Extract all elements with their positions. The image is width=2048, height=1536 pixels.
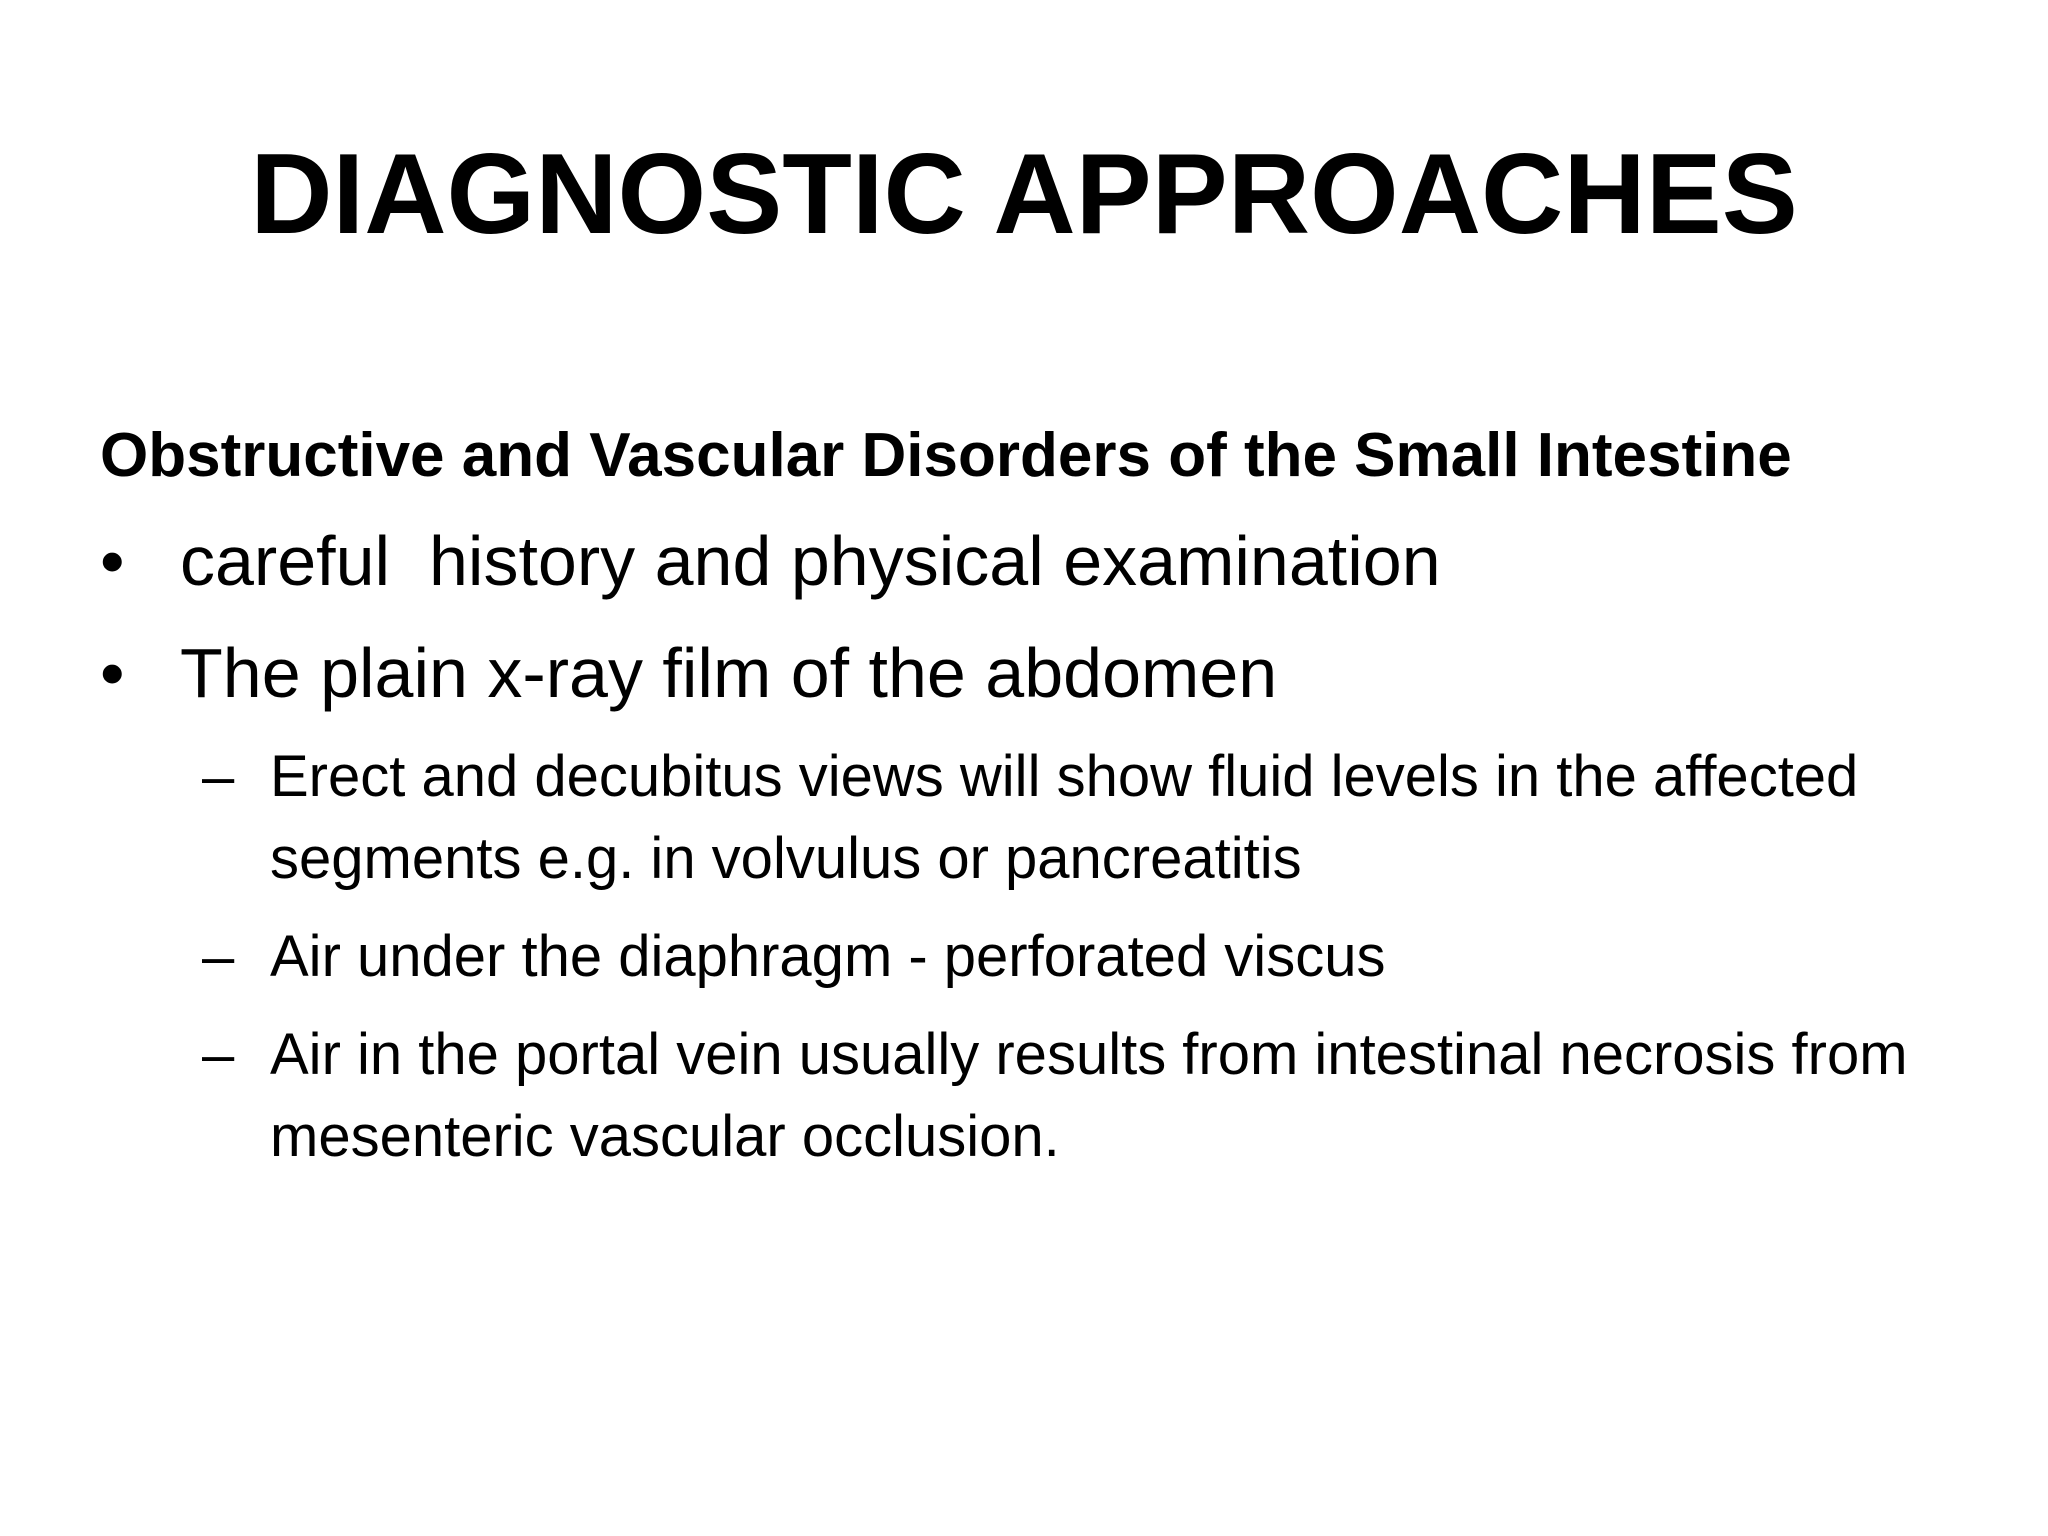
bullet-marker: • (100, 634, 125, 712)
sub-bullet-text: Air in the portal vein usually results from intestinal necrosis from mesenteric vascular occlusion. (270, 1022, 1908, 1169)
sub-bullet-item (100, 916, 1940, 998)
bullet-item (100, 512, 1940, 610)
sub-bullet-list (100, 736, 1940, 1178)
sub-bullet-item (100, 736, 1940, 900)
sub-bullet-text: Air under the diaphragm - perforated viscus (270, 924, 1386, 989)
dash-marker: – (202, 924, 235, 989)
section-heading: Obstructive and Vascular Disorders of the Small Intestine (100, 421, 1792, 490)
bullet-text: The plain x-ray film of the abdomen (180, 634, 1278, 712)
dash-marker: – (202, 744, 235, 809)
bullet-item (100, 624, 1940, 722)
dash-marker: – (202, 1022, 235, 1087)
bullet-marker: • (100, 522, 125, 600)
slide-title: DIAGNOSTIC APPROACHES (250, 131, 1798, 258)
bullet-text: careful history and physical examination (180, 522, 1441, 600)
sub-bullet-item (100, 1014, 1940, 1178)
slide-content (100, 410, 1940, 1194)
sub-bullet-text: Erect and decubitus views will show fluid levels in the affected segments e.g. in volvulus or pancreatitis (270, 744, 1859, 891)
